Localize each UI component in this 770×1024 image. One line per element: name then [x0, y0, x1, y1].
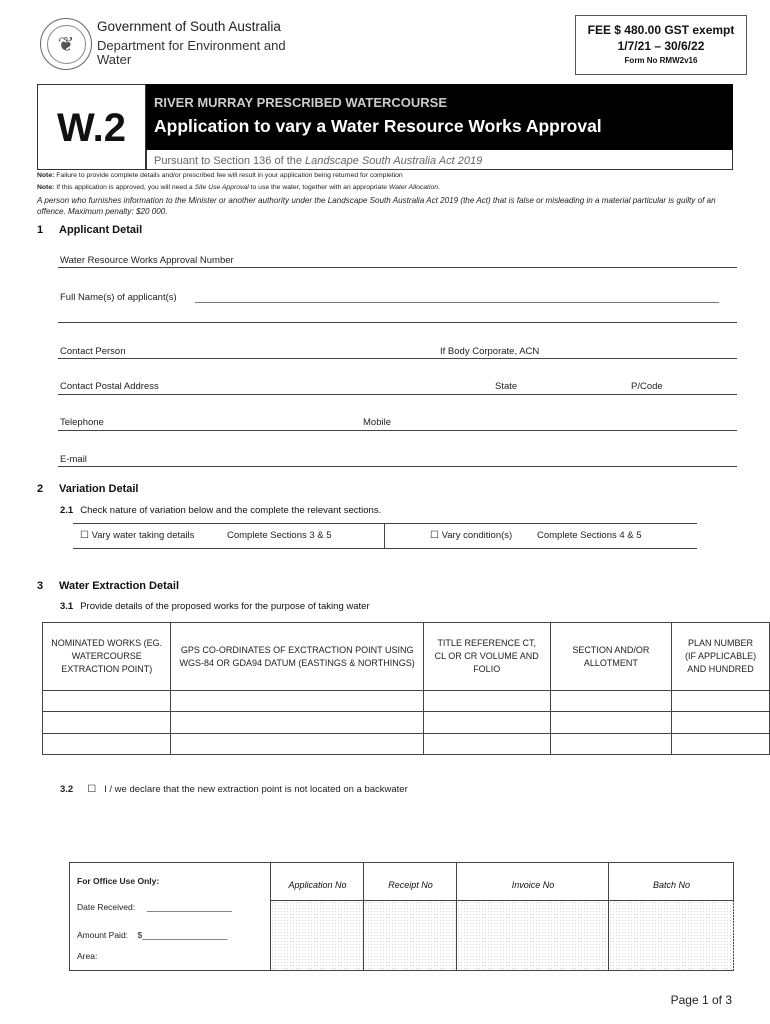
checkbox-empty-icon[interactable]: ☐ — [87, 784, 97, 795]
approval-number-field[interactable] — [58, 267, 737, 268]
section1-title: Applicant Detail — [59, 224, 143, 236]
date-received-label: Date Received: __________________ — [77, 902, 233, 912]
column-header: TITLE REFERENCE CT, CL OR CR VOLUME AND FOLIO — [423, 623, 550, 691]
table-row — [43, 691, 770, 712]
column-header: PLAN NUMBER (IF APPLICABLE) AND HUNDRED — [672, 623, 770, 691]
fee-box — [575, 15, 747, 75]
backwater-declaration[interactable]: 3.2 ☐ I / we declare that the new extraction point is not located on a backwater — [60, 784, 408, 795]
extraction-table — [42, 622, 770, 755]
email-field[interactable] — [58, 466, 737, 467]
form-code: W.2 — [37, 84, 146, 170]
office-col-header: Application No — [271, 863, 364, 901]
fee-amount: FEE $ 480.00 GST exempt — [587, 23, 735, 37]
page-title: Application to vary a Water Resource Works Approval — [154, 116, 602, 136]
option-vary-water-taking[interactable]: ☐ Vary water taking details — [80, 530, 195, 541]
full-name-field-2[interactable] — [58, 322, 737, 323]
office-shaded-cell — [457, 901, 609, 970]
title-subtitle: Pursuant to Section 136 of the Landscape South Australia Act 2019 — [146, 150, 733, 170]
section1-number: 1 — [37, 224, 44, 236]
section3-1-instruction: 3.1 Provide details of the proposed works for the purpose of taking water — [60, 601, 370, 612]
telephone-field[interactable] — [58, 430, 737, 431]
fee-period: 1/7/21 – 30/6/22 — [617, 39, 705, 53]
section2-title: Variation Detail — [59, 483, 139, 495]
table-row — [43, 712, 770, 734]
gov-name: Government of South Australia — [97, 19, 281, 34]
table-cell[interactable] — [550, 712, 672, 734]
section2-1-instruction: 2.1 Check nature of variation below and the complete the relevant sections. — [60, 505, 382, 516]
checkbox-empty-icon[interactable]: ☐ — [80, 530, 89, 541]
full-name-label: Full Name(s) of applicant(s) — [60, 292, 177, 303]
table-row — [43, 734, 770, 755]
full-name-field[interactable] — [195, 302, 719, 303]
table-cell[interactable] — [672, 712, 770, 734]
contact-person-field[interactable] — [58, 358, 737, 359]
contact-person-label: Contact Person — [60, 346, 126, 357]
section3-number: 3 — [37, 580, 44, 592]
table-cell[interactable] — [423, 712, 550, 734]
dept-name: Department for Environment and Water — [97, 38, 286, 67]
option2-hint: Complete Sections 4 & 5 — [537, 530, 642, 541]
title-bar — [146, 84, 733, 150]
variation-table-bottom — [73, 548, 697, 549]
title-line1: RIVER MURRAY PRESCRIBED WATERCOURSE — [154, 95, 448, 110]
option-vary-conditions[interactable]: ☐ Vary condition(s) — [430, 530, 513, 541]
option1-hint: Complete Sections 3 & 5 — [227, 530, 332, 541]
table-cell[interactable] — [43, 691, 171, 712]
page-number: Page 1 of 3 — [670, 993, 732, 1007]
office-shaded-cell — [609, 901, 734, 970]
form-number: Form No RMW2v16 — [624, 56, 698, 65]
table-cell[interactable] — [550, 734, 672, 755]
table-cell[interactable] — [43, 734, 171, 755]
office-col-application — [270, 863, 364, 970]
section3-title: Water Extraction Detail — [59, 580, 180, 592]
office-shaded-cell — [364, 901, 457, 970]
table-cell[interactable] — [171, 712, 423, 734]
table-cell[interactable] — [672, 734, 770, 755]
table-cell[interactable] — [43, 712, 171, 734]
area-label: Area: — [77, 951, 98, 961]
checkbox-empty-icon[interactable]: ☐ — [430, 530, 439, 541]
office-use-box — [69, 862, 734, 971]
variation-table-top — [73, 523, 697, 524]
office-col-header: Batch No — [609, 863, 734, 901]
postcode-label: P/Code — [631, 381, 663, 392]
state-label: State — [495, 381, 518, 392]
postal-address-label: Contact Postal Address — [60, 381, 159, 392]
column-header: SECTION AND/OR ALLOTMENT — [550, 623, 672, 691]
office-col-invoice — [456, 863, 609, 970]
table-cell[interactable] — [423, 691, 550, 712]
table-cell[interactable] — [550, 691, 672, 712]
section2-number: 2 — [37, 483, 44, 495]
office-col-receipt — [363, 863, 457, 970]
column-header: NOMINATED WORKS (EG. WATERCOURSE EXTRACTION POINT) — [43, 623, 171, 691]
mobile-label: Mobile — [363, 417, 391, 428]
table-cell[interactable] — [672, 691, 770, 712]
note-2: Note: If this application is approved, you will need a Site Use Approval to use the water, together with an appropriate Water Allocation. — [37, 184, 440, 191]
variation-table-divider — [384, 523, 385, 548]
table-cell[interactable] — [423, 734, 550, 755]
office-col-header: Invoice No — [457, 863, 609, 901]
telephone-label: Telephone — [60, 417, 104, 428]
postal-address-field[interactable] — [58, 394, 737, 395]
office-shaded-cell — [271, 901, 364, 970]
column-header: GPS CO-ORDINATES OF EXCTRACTION POINT USING WGS-84 OR GDA94 DATUM (EASTINGS & NORTHINGS) — [171, 623, 423, 691]
approval-number-label: Water Resource Works Approval Number — [60, 255, 234, 266]
office-col-header: Receipt No — [364, 863, 457, 901]
note-1: Note: Failure to provide complete details and/or prescribed fee will result in your application being returned for completion — [37, 172, 403, 179]
office-col-batch — [608, 863, 734, 970]
penalty-warning: A person who furnishes information to the Minister or another authority under the Landscape South Australia Act 2019 (the Act) that is false or misleading in a material particular is guilty of an offence. Maximum penalty: $20 000. — [37, 196, 716, 216]
email-label: E-mail — [60, 454, 87, 465]
table-cell[interactable] — [171, 691, 423, 712]
office-use-heading: For Office Use Only: — [77, 876, 160, 886]
state-seal-icon — [40, 18, 92, 70]
amount-paid-label: Amount Paid: $__________________ — [77, 930, 228, 940]
table-cell[interactable] — [171, 734, 423, 755]
acn-label: If Body Corporate, ACN — [440, 346, 540, 357]
office-use-left — [70, 863, 270, 970]
